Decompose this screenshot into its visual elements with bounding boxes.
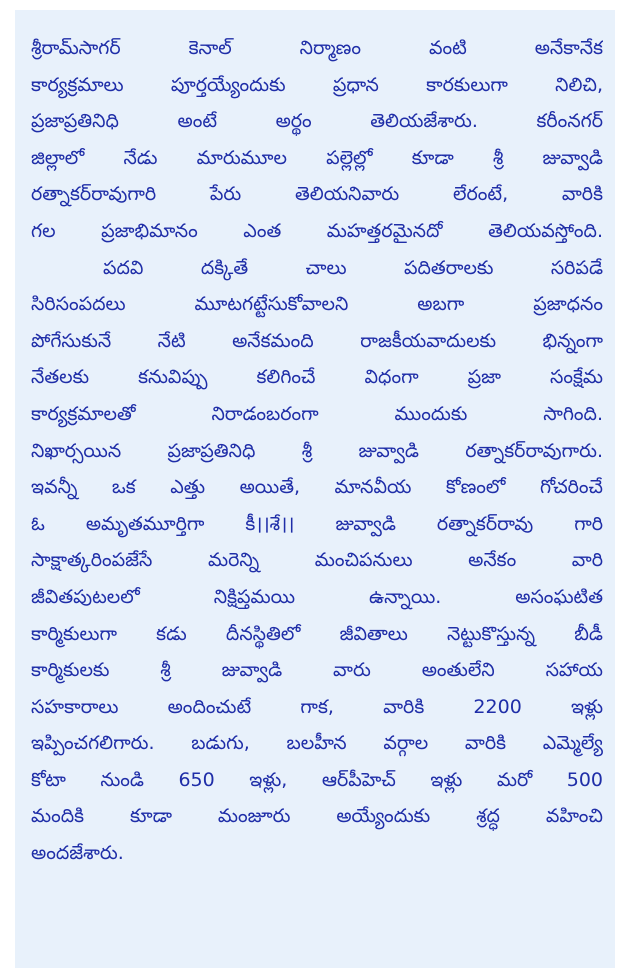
text-line: పోగేసుకునే నేటి అనేకమంది రాజకీయవాదులకు భిన్నంగా xyxy=(31,329,603,352)
text-line: శ్రీరామ్‌సాగర్ కెనాల్ నిర్మాణం వంటి అనేకానేక xyxy=(31,37,603,59)
text-line: మందికి కూడా మంజూరు అయ్యేందుకు శ్రద్ధ వహించి xyxy=(31,805,603,828)
text-line: ఓ అమృతమూర్తిగా కీ।।శే।। జువ్వాడి రత్నాకర్‌రావు గారి xyxy=(31,512,603,535)
text-line: నేతలకు కనువిప్పు కలిగించే విధంగా ప్రజా సంక్షేమ xyxy=(31,366,603,389)
text-line: జిల్లాలో నేడు మారుమూల పల్లెల్లో కూడా శ్రీ జువ్వాడి xyxy=(31,146,603,169)
text-line-last: అందజేశారు. xyxy=(31,842,124,865)
text-line: జీవితపుటలలో నిక్షిప్తమయి ఉన్నాయి. అసంఘటిత xyxy=(31,585,603,608)
text-line: నిఖార్సయిన ప్రజాప్రతినిధి శ్రీ జువ్వాడి రత్నాకర్‌రావుగారు. xyxy=(31,439,603,462)
text-line: సాక్షాత్కరింపజేసే మరెన్ని మంచిపనులు అనేకం వారి xyxy=(31,549,603,572)
text-line: కోటా నుండి 650 ఇళ్లు, ఆర్‌పీహెచ్ ఇళ్లు మరో 500 xyxy=(31,768,603,791)
text-line: ఇవన్నీ ఒక ఎత్తు అయితే, మానవీయ కోణంలో గోచరించే xyxy=(31,476,603,499)
text-line: కార్యక్రమాలు పూర్తయ్యేందుకు ప్రధాన కారకులుగా నిలిచి, xyxy=(31,73,603,96)
text-line: రత్నాకర్‌రావుగారి పేరు తెలియనివారు లేరంటే, వారికి xyxy=(31,183,603,206)
paragraph-start-line: పదవి దక్కితే చాలు పదితరాలకు సరిపడే xyxy=(103,256,603,279)
text-line: సిరిసంపదలు మూటగట్టేసుకోవాలని అబగా ప్రజాధనం xyxy=(31,293,603,316)
text-line: కార్మికులకు శ్రీ జువ్వాడి వారు అంతులేని సహాయ xyxy=(31,659,603,682)
text-line: ప్రజాప్రతినిధి అంటే అర్థం తెలియజేశారు. కరీంనగర్ xyxy=(31,110,603,133)
text-line: కార్యక్రమాలతో నిరాడంబరంగా ముందుకు సాగింది. xyxy=(31,402,603,425)
document-page xyxy=(15,10,615,968)
text-line: సహకారాలు అందించుటే గాక, వారికి 2200 ఇళ్లు xyxy=(31,695,603,718)
text-line: కార్మికులుగా కడు దీనస్థితిలో జీవితాలు నెట్టుకొస్తున్న బీడీ xyxy=(31,622,603,645)
text-line: ఇప్పించగలిగారు. బడుగు, బలహీన వర్గాల వారికి ఎమ్మెల్యే xyxy=(31,732,603,755)
text-line: గల ప్రజాభిమానం ఎంత మహత్తరమైనదో తెలియవస్తోంది. xyxy=(31,219,603,242)
